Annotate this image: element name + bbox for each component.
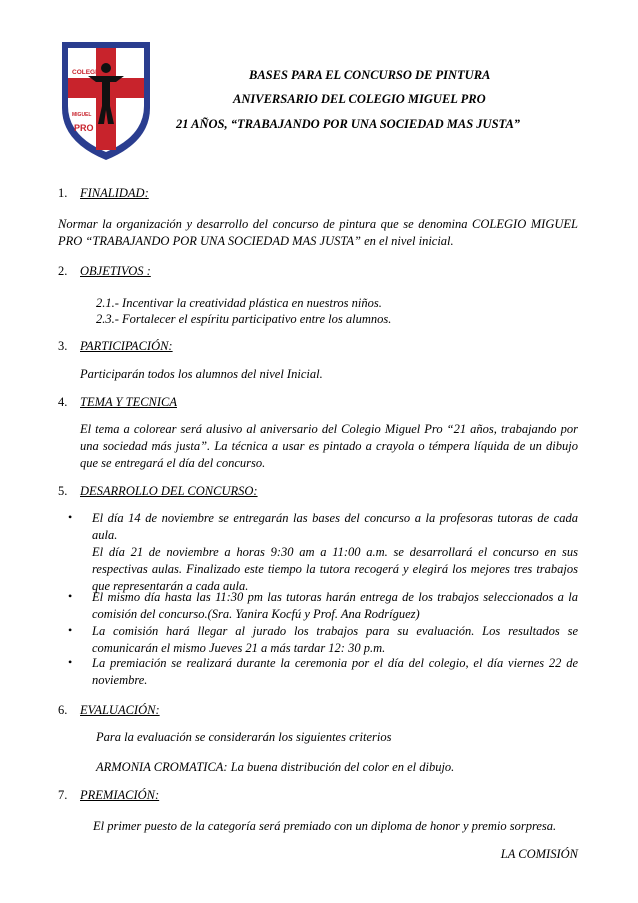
section-number: 3. xyxy=(58,339,68,353)
objective-item: 2.3.- Fortalecer el espíritu participativo entre los alumnos. xyxy=(96,312,392,326)
section-7-heading xyxy=(58,788,159,803)
document-slogan: 21 AÑOS, “TRABAJANDO POR UNA SOCIEDAD MAS JUSTA” xyxy=(176,117,521,131)
development-item: El día 21 de noviembre a horas 9:30 am a 11:00 a.m. se desarrollará el concurso en sus respectivas aulas. Finalizado este tiempo la tutora recogerá y elegirá los mejores tres trabajos que representarán a cada aula. xyxy=(92,545,578,593)
section-number: 5. xyxy=(58,484,68,498)
evaluation-criterion: ARMONIA CROMATICA: La buena distribución del color en el dibujo. xyxy=(96,760,455,774)
section-title: TEMA Y TECNICA xyxy=(80,395,178,409)
development-item: La premiación se realizará durante la ceremonia por el día del colegio, el día viernes 22 de noviembre. xyxy=(92,656,578,687)
section-6-heading xyxy=(58,703,160,718)
section-1-body: Normar la organización y desarrollo del concurso de pintura que se denomina COLEGIO MIGUEL PRO “TRABAJANDO POR UNA SOCIEDAD MAS JUSTA” en el nivel inicial. xyxy=(58,217,578,248)
development-item: El mismo día hasta las 11:30 pm las tutoras harán entrega de los trabajos seleccionados a la comisión del concurso.(Sra. Yanira Kocfú y Prof. Ana Rodríguez) xyxy=(92,590,578,621)
logo-text-pro: PRO xyxy=(74,123,94,133)
section-number: 2. xyxy=(58,264,68,278)
bullet-icon: • xyxy=(68,589,73,603)
section-2-heading xyxy=(58,264,151,279)
section-number: 7. xyxy=(58,788,68,802)
section-4-heading xyxy=(58,395,177,410)
section-3-body: Participarán todos los alumnos del nivel Inicial. xyxy=(80,367,323,381)
section-3-heading xyxy=(58,339,173,354)
section-number: 1. xyxy=(58,186,68,200)
logo-text-miguel: MIGUEL xyxy=(72,112,92,118)
objective-item: 2.1.- Incentivar la creatividad plástica en nuestros niños. xyxy=(96,296,382,310)
section-number: 6. xyxy=(58,703,68,717)
section-title: OBJETIVOS : xyxy=(80,264,151,278)
bullet-icon: • xyxy=(68,510,73,524)
document-subtitle: ANIVERSARIO DEL COLEGIO MIGUEL PRO xyxy=(233,92,486,106)
section-title: DESARROLLO DEL CONCURSO: xyxy=(80,484,258,498)
section-5-heading xyxy=(58,484,258,499)
section-4-body: El tema a colorear será alusivo al aniversario del Colegio Miguel Pro “21 años, trabajando por una sociedad más justa”. La técnica a usar es pintado a crayola o témpera líquida de un dibujo que se entregará el día del concurso. xyxy=(80,422,578,470)
document-title: BASES PARA EL CONCURSO DE PINTURA xyxy=(249,68,491,82)
section-title: PARTICIPACIÓN: xyxy=(80,339,173,353)
section-title: PREMIACIÓN: xyxy=(80,788,160,802)
logo-text-colegio: COLEGIO xyxy=(72,69,102,76)
section-title: EVALUACIÓN: xyxy=(80,703,160,717)
section-title: FINALIDAD: xyxy=(80,186,149,200)
bullet-icon: • xyxy=(68,655,73,669)
development-item: El día 14 de noviembre se entregarán las bases del concurso a la profesoras tutoras de cada aula. xyxy=(92,511,578,542)
section-1-heading xyxy=(58,186,149,201)
section-6-body: Para la evaluación se considerarán los siguientes criterios xyxy=(96,730,392,744)
signature: LA COMISIÓN xyxy=(500,847,578,861)
section-number: 4. xyxy=(58,395,68,409)
school-crest-logo xyxy=(58,38,154,162)
development-item: La comisión hará llegar al jurado los trabajos para su evaluación. Los resultados se comunicarán el mismo Jueves 21 a más tardar 12: 30 p.m. xyxy=(92,624,578,655)
section-7-body: El primer puesto de la categoría será premiado con un diploma de honor y premio sorpresa. xyxy=(93,819,557,833)
bullet-icon: • xyxy=(68,623,73,637)
